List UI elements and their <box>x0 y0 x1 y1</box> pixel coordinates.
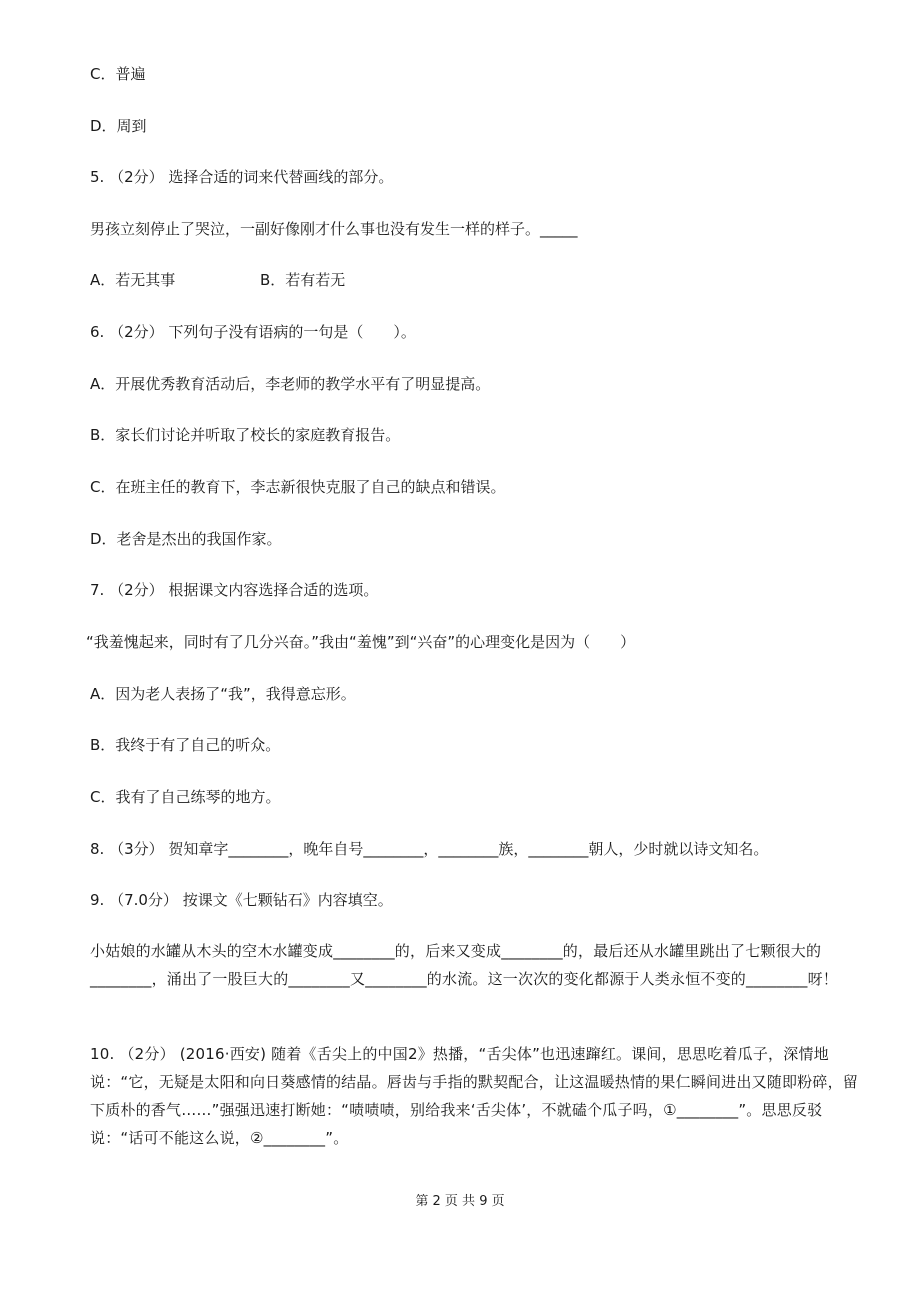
q7-stem: 7. （2分） 根据课文内容选择合适的选项。 <box>90 581 379 599</box>
q4-option-d: D．周到 <box>90 117 147 135</box>
q5-option-a: A．若无其事 <box>90 271 176 289</box>
page-number: 第 2 页 共 9 页 <box>415 1194 505 1209</box>
q6-option-c: C．在班主任的教育下，李志新很快克服了自己的缺点和错误。 <box>90 478 506 496</box>
q7-sentence: “我羞愧起来，同时有了几分兴奋。”我由“羞愧”到“兴奋”的心理变化是因为（ ） <box>86 633 636 651</box>
q5-stem: 5. （2分） 选择合适的词来代替画线的部分。 <box>90 168 394 186</box>
q7-option-c: C．我有了自己练琴的地方。 <box>90 788 281 806</box>
q5-option-b: B．若有若无 <box>260 271 346 289</box>
q5-sentence: 男孩立刻停止了哭泣，一副好像刚才什么事也没有发生一样的样子。_____ <box>90 220 578 238</box>
q5-options <box>90 269 860 291</box>
q6-option-a: A．开展优秀教育活动后，李老师的教学水平有了明显提高。 <box>90 375 491 393</box>
q7-option-a: A．因为老人表扬了“我”，我得意忘形。 <box>90 685 356 703</box>
q8-stem: 8. （3分） 贺知章字________，晚年自号________，________族，________朝人，少时就以诗文知名。 <box>90 840 769 858</box>
q10-passage: 10. （2分） (2016·西安) 随着《舌尖上的中国2》热播，“舌尖体”也迅速蹿红。课间，思思吃着瓜子，深情地说：“它，无疑是太阳和向日葵感情的结晶。唇齿与手指的默契配合，让这温暖热情的果仁瞬间进出又随即粉碎，留下质朴的香气……”强强迅速打断她：“啧啧啧，别给我来‘舌尖体’，不就磕个瓜子吗，①________”。思思反驳说：“话可不能这么说，②________”。 <box>90 1045 858 1147</box>
q6-stem: 6. （2分） 下列句子没有语病的一句是（ ）。 <box>90 323 416 341</box>
q6-option-d: D．老舍是杰出的我国作家。 <box>90 530 282 548</box>
q9-passage: 小姑娘的水罐从木头的空木水罐变成________的，后来又变成________的，最后还从水罐里跳出了七颗很大的________，涌出了一股巨大的________又________的水流。这一次次的变化都源于人类永恒不变的________呀！ <box>90 942 839 988</box>
q7-option-b: B．我终于有了自己的听众。 <box>90 736 281 754</box>
q4-option-c: C．普遍 <box>90 65 146 83</box>
q9-stem: 9. （7.0分） 按课文《七颗钻石》内容填空。 <box>90 891 393 909</box>
q6-option-b: B．家长们讨论并听取了校长的家庭教育报告。 <box>90 426 401 444</box>
